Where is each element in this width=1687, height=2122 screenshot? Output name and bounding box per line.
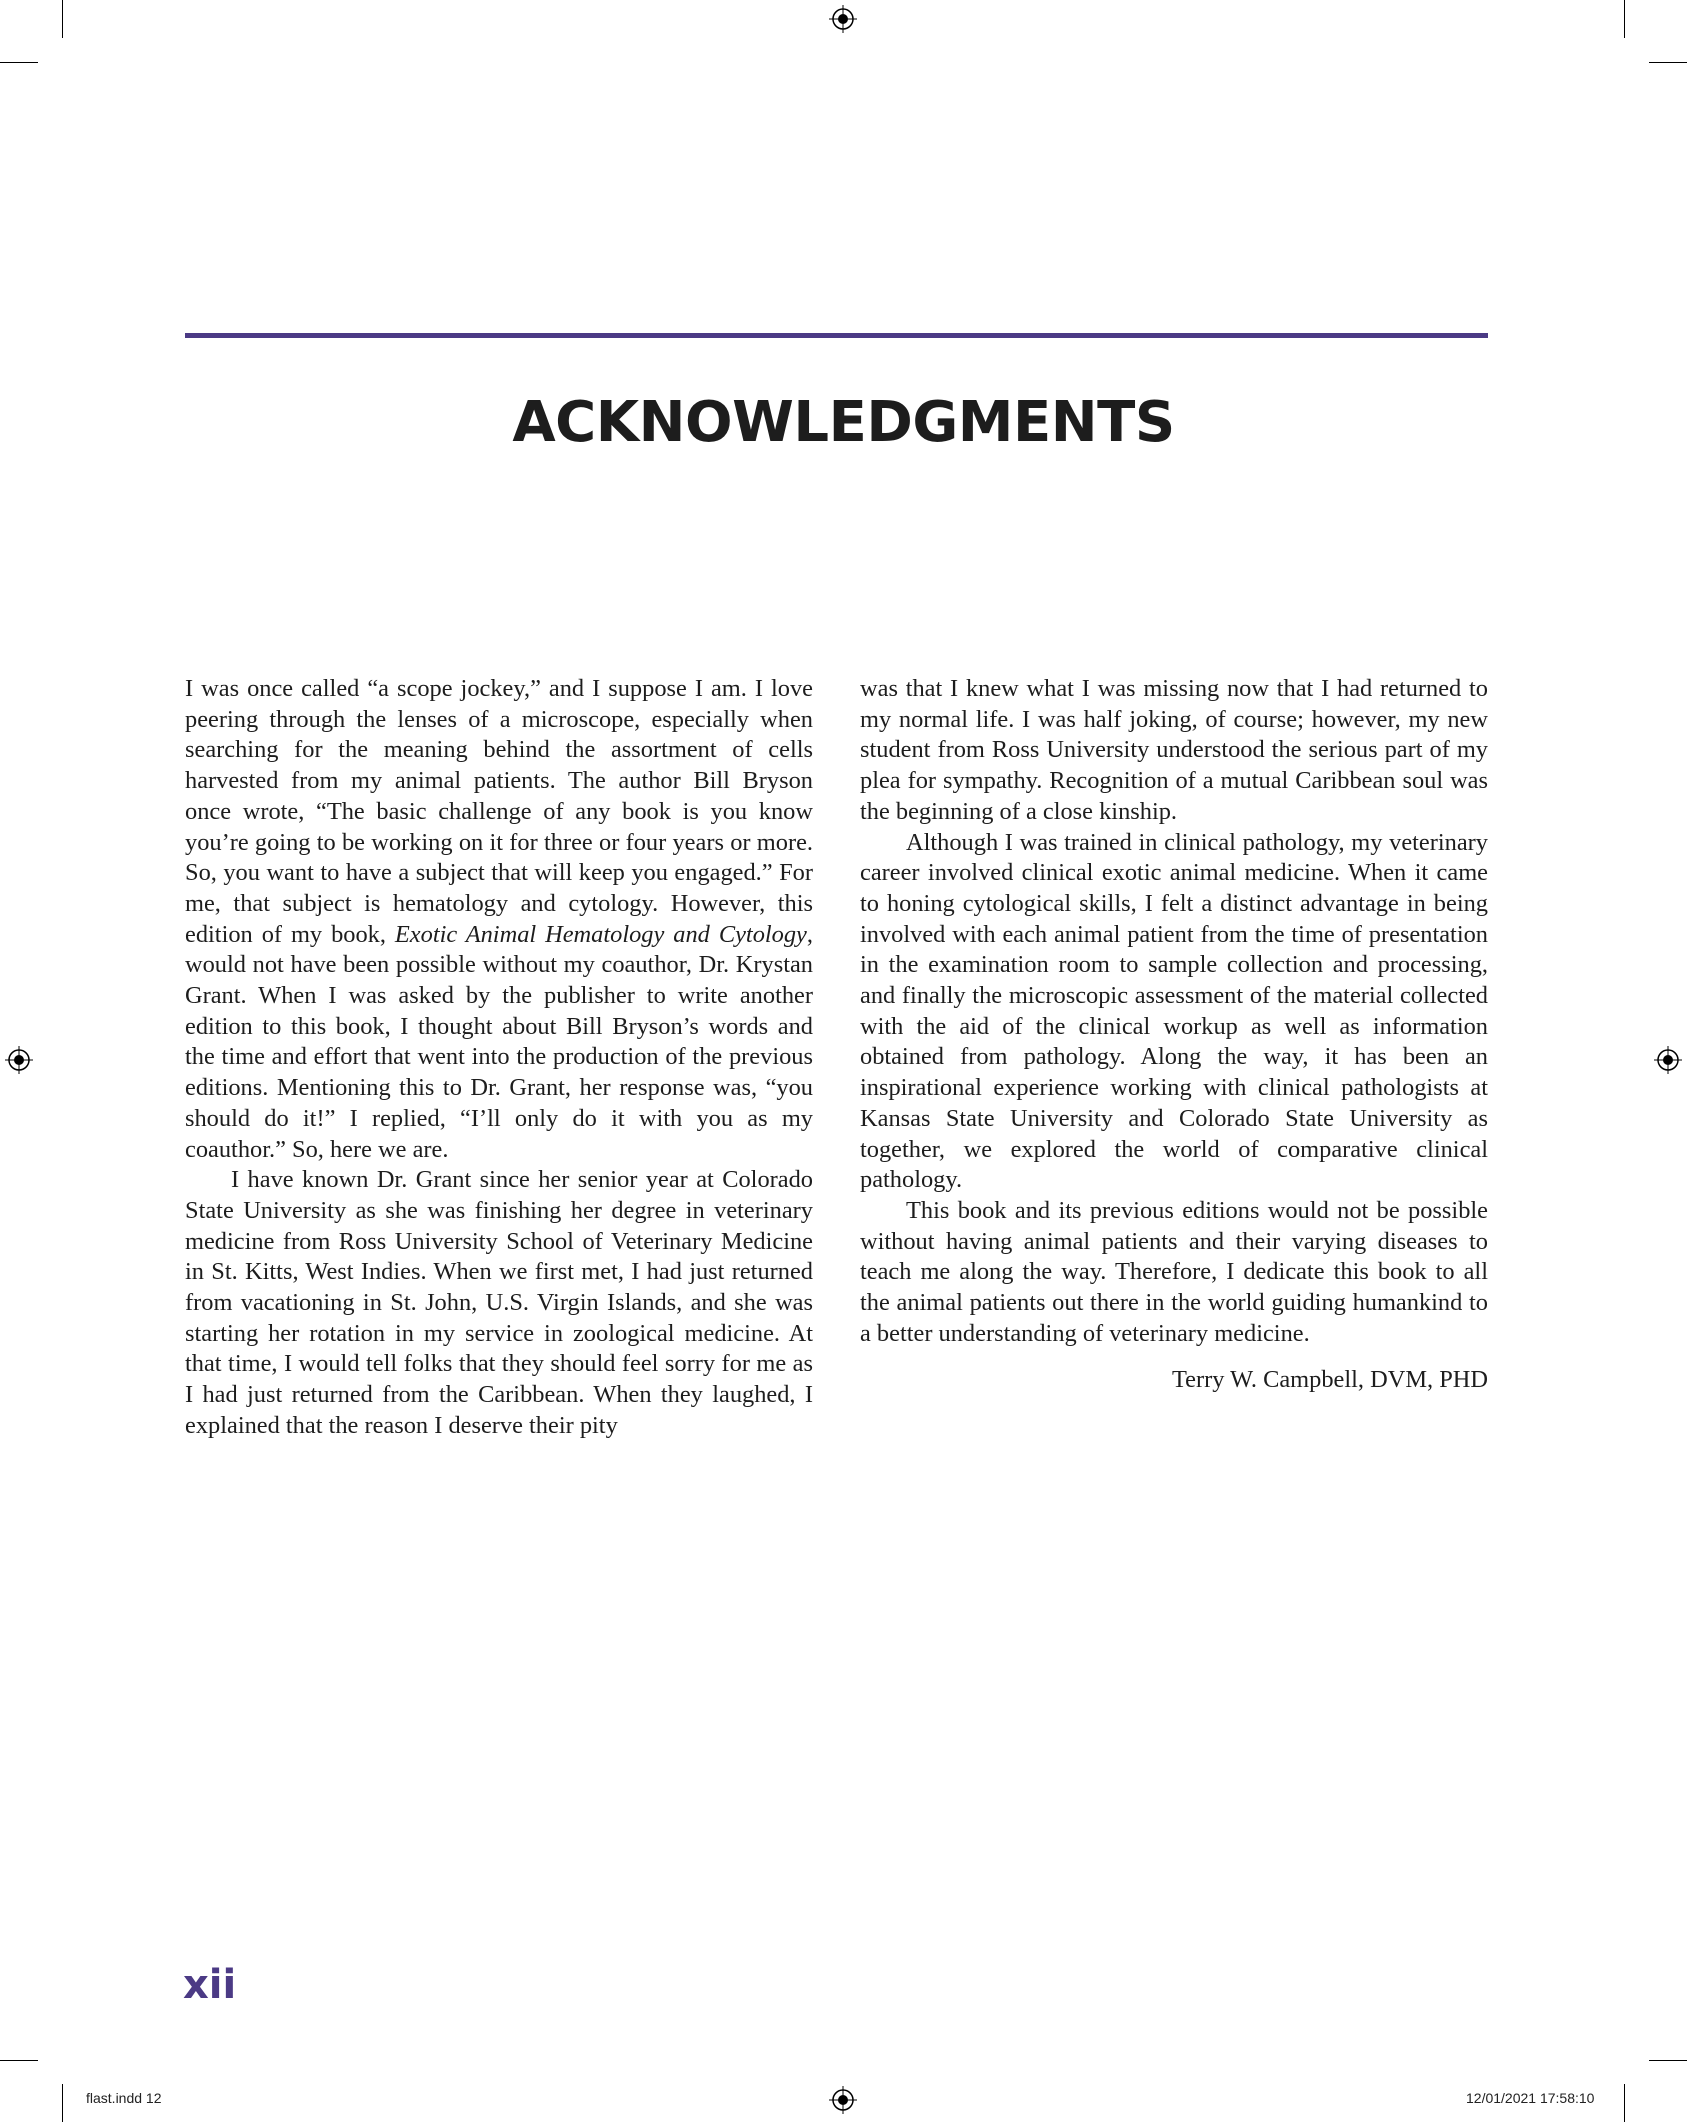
text-column-right xyxy=(860,674,1488,1396)
paragraph xyxy=(185,674,813,1165)
slug-timestamp: 12/01/2021 17:58:10 xyxy=(1466,2090,1595,2106)
paragraph: This book and its previous editions would not be possible without having animal patients and their varying diseases to teach me along the way. Therefore, I dedicate this book to all the animal patients out there in the world guiding humankind to a better understanding of veterinary medicine. xyxy=(860,1196,1488,1347)
registration-target-icon xyxy=(1654,1046,1682,1074)
paragraph-text: I was once called “a scope jockey,” and I suppose I am. I love peering through the lenses of a microscope, especially when searching for the meaning behind the assortment of cells harvested from my animal patients. The author Bill Bryson once wrote, “The basic challenge of any book is you know you’re going to be working on it for three or four years or more. So, you want to have a subject that will keep you engaged.” For me, that subject is hematology and cytology. However, this edition of my book, xyxy=(185,675,813,948)
crop-mark-top-left-horizontal xyxy=(0,62,38,63)
crop-mark-top-right-vertical xyxy=(1624,0,1625,38)
text-column-left xyxy=(185,674,813,1442)
registration-target-icon xyxy=(829,5,857,33)
title-rule xyxy=(185,333,1488,338)
crop-mark-top-left-vertical xyxy=(62,0,63,38)
crop-mark-bottom-left-horizontal xyxy=(0,2060,38,2061)
page-title: ACKNOWLEDGMENTS xyxy=(512,390,1175,455)
crop-mark-bottom-right-horizontal xyxy=(1649,2060,1687,2061)
crop-mark-bottom-left-vertical xyxy=(62,2084,63,2122)
paragraph: I have known Dr. Grant since her senior year at Colorado State University as she was finishing her degree in veterinary medicine from Ross University School of Veterinary Medicine in St. Kitts, West Indies. When we first met, I had just returned from vacationing in St. John, U.S. Virgin Islands, and she was starting her rotation in my service in zoological medicine. At that time, I would tell folks that they should feel sorry for me as I had just returned from the Caribbean. When they laughed, I explained that the reason I deserve their pity xyxy=(185,1166,813,1439)
paragraph: was that I knew what I was missing now that I had returned to my normal life. I was half joking, of course; however, my new student from Ross University understood the serious part of my plea for sympathy. Recognition of a mutual Caribbean soul was the beginning of a close kinship. xyxy=(860,675,1488,825)
paragraph: Although I was trained in clinical pathology, my veterinary career involved clinical exotic animal medicine. When it came to honing cytological skills, I felt a distinct advantage in being involved with each animal patient from the time of presentation in the examination room to sample collection and processing, and finally the microscopic assessment of the material collected with the aid of the clinical workup as well as information obtained from pathology. Along the way, it has been an inspirational experience working with clinical pathologists at Kansas State University and Colorado State University as together, we explored the world of comparative clinical pathology. xyxy=(860,828,1488,1194)
page-number: xii xyxy=(183,1962,237,2008)
author-signature: Terry W. Campbell, DVM, PHD xyxy=(1171,1366,1488,1394)
registration-target-icon xyxy=(829,2086,857,2114)
slug-filename: flast.indd 12 xyxy=(86,2090,162,2106)
book-title-italic: Exotic Animal Hematology and Cytology xyxy=(394,920,807,948)
paragraph-text: , would not have been possible without my coauthor, Dr. Krystan Grant. When I was asked by the publisher to write another edition to this book, I thought about Bill Bryson’s words and the time and effort that went into the production of the previous editions. Mentioning this to Dr. Grant, her response was, “you should do it!” I replied, “I’ll only do it with you as my coauthor.” So, here we are. xyxy=(185,920,813,1163)
crop-mark-bottom-right-vertical xyxy=(1624,2084,1625,2122)
crop-mark-top-right-horizontal xyxy=(1649,62,1687,63)
registration-target-icon xyxy=(5,1046,33,1074)
